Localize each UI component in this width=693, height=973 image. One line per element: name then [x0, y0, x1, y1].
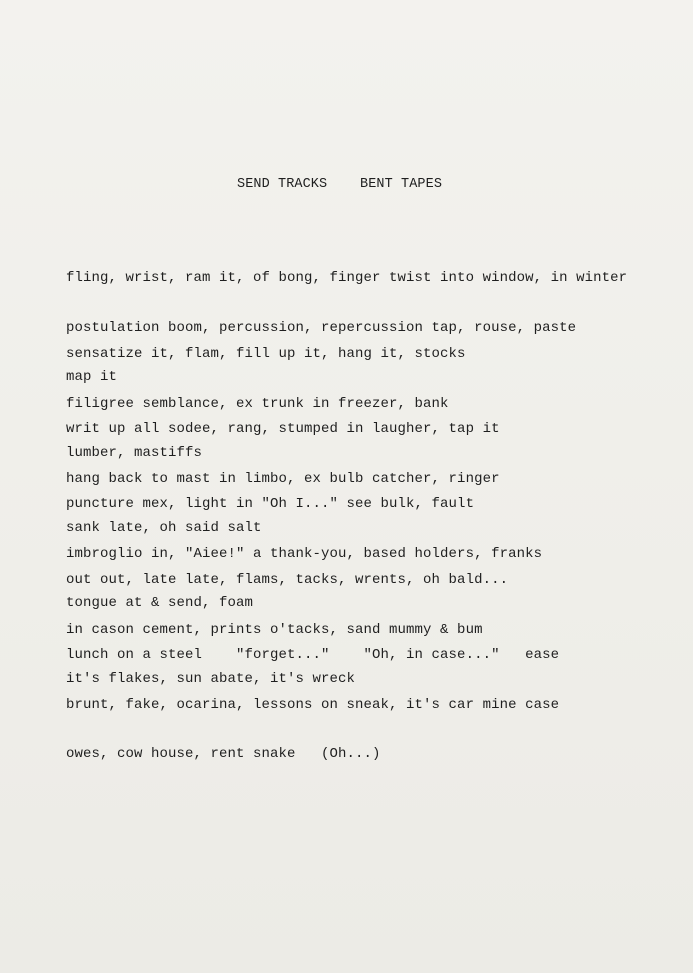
stanza-line: owes, cow house, rent snake (Oh...) — [66, 746, 381, 762]
stanza-line: it's flakes, sun abate, it's wreck — [66, 671, 356, 687]
stanza-line: brunt, fake, ocarina, lessons on sneak, it's car mine case — [66, 696, 560, 713]
stanza-line: lunch on a steel "forget..." "Oh, in case..." ease — [66, 647, 560, 663]
stanza-line: fling, wrist, ram it, of bong, finger twist into window, in winter — [66, 270, 628, 286]
stanza-line: in cason cement, prints o'tacks, sand mummy & bum — [66, 621, 483, 638]
stanza-line: sank late, oh said salt — [66, 520, 262, 536]
stanza-line: puncture mex, light in "Oh I..." see bulk, fault — [66, 496, 475, 512]
stanza-6 — [66, 614, 559, 796]
stanza-line: writ up all sodee, rang, stumped in laugher, tap it — [66, 421, 500, 437]
stanza-line: imbroglio in, "Aiee!" a thank-you, based holders, franks — [66, 545, 543, 562]
stanza-line: sensatize it, flam, fill up it, hang it, stocks — [66, 346, 466, 362]
stanza-line: out out, late late, flams, tacks, wrents, oh bald... — [66, 572, 509, 588]
stanza-line: tongue at & send, foam — [66, 595, 254, 611]
stanza-line: postulation boom, percussion, repercussion tap, rouse, paste — [66, 319, 577, 336]
stanza-line: hang back to mast in limbo, ex bulb catcher, ringer — [66, 470, 500, 487]
stanza-line: map it — [66, 369, 118, 385]
page-title: SEND TRACKS BENT TAPES — [237, 177, 443, 192]
stanza-line: filigree semblance, ex trunk in freezer, bank — [66, 395, 449, 412]
stanza-line: lumber, mastiffs — [66, 445, 203, 461]
